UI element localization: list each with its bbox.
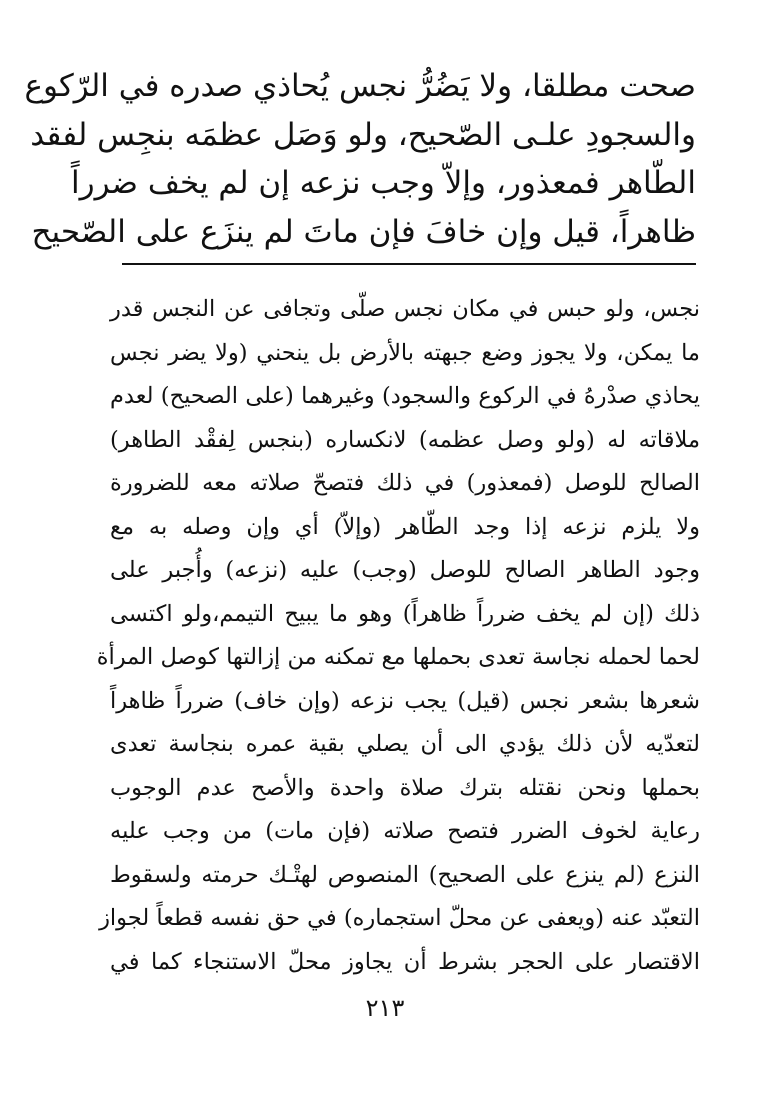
commentary-line: ما يمكن، ولا يجوز وضع جبهته بالأرض بل ينحني (ولا يضر نجس	[110, 339, 700, 366]
commentary-line: الصالح للوصل (فمعذور) في ذلك فتصحّ صلاته معه للضرورة	[110, 470, 700, 496]
main-text-line: والسجودِ علـى الصّحيح، ولو وَصَل عظمَه بنجِس لفقد	[30, 116, 696, 153]
main-text-line: الطّاهر فمعذور، وإلاّ وجب نزعه إن لم يخف ضرراً	[70, 165, 696, 201]
commentary-line: النزع (لم ينزع على الصحيح) المنصوص لهتْـك حرمته ولسقوط	[110, 861, 700, 888]
commentary-line: نجس، ولو حبس في مكان نجس صلّى وتجافى عن النجس قدر	[110, 296, 700, 322]
commentary-line: الاقتصار على الحجر بشرط أن يجاوز محلّ الاستنجاء كما في	[110, 948, 700, 975]
section-divider	[122, 263, 696, 265]
commentary-line: لتعدّيه لأن ذلك يؤدي الى أن يصلي بقية عمره بنجاسة تعدى	[110, 731, 700, 757]
commentary-line: رعاية لخوف الضرر فتصح صلاته (فإن مات) من وجب عليه	[110, 818, 700, 844]
commentary-line: يحاذي صدْرهُ في الركوع والسجود) وغيرهما (على الصحيح) لعدم	[110, 383, 700, 409]
main-text-block	[24, 62, 696, 256]
commentary-line: وجود الطاهر الصالح للوصل (وجب) عليه (نزعه) وأُجبر على	[110, 557, 700, 583]
commentary-line: بحملها ونحن نقتله بترك صلاة واحدة والأصح عدم الوجوب	[110, 774, 700, 801]
commentary-line: ولا يلزم نزعه إذا وجد الطّاهر (وإلاّ) أي وإن وصله به مع	[110, 513, 700, 540]
main-text-line: ظاهراً، قيل وإن خافَ فإن ماتَ لم ينزَع على الصّحيح	[31, 213, 696, 250]
commentary-line: لحما لحمله نجاسة تعدى بحملها مع تمكنه من إزالتها كوصل المرأة	[96, 644, 700, 670]
commentary-line: ملاقاته له (ولو وصل عظمه) لانكساره (بنجس لِفقْد الطاهر)	[110, 426, 700, 453]
main-text-line: صحت مطلقا، ولا يَضُرُّ نجس يُحاذي صدره في الرّكوع	[24, 68, 696, 104]
commentary-line: التعبّد عنه (ويعفى عن محلّ استجماره) في حق نفسه قطعاً لجواز	[99, 905, 700, 931]
commentary-line: شعرها بشعر نجس (قيل) يجب نزعه (وإن خاف) ضرراً ظاهراً	[110, 687, 700, 714]
page-number: ٢١٣	[365, 994, 405, 1022]
commentary-block	[96, 288, 700, 984]
commentary-line: ذلك (إن لم يخف ضرراً ظاهراً) وهو ما يبيح التيمم،ولو اكتسى	[110, 600, 700, 627]
